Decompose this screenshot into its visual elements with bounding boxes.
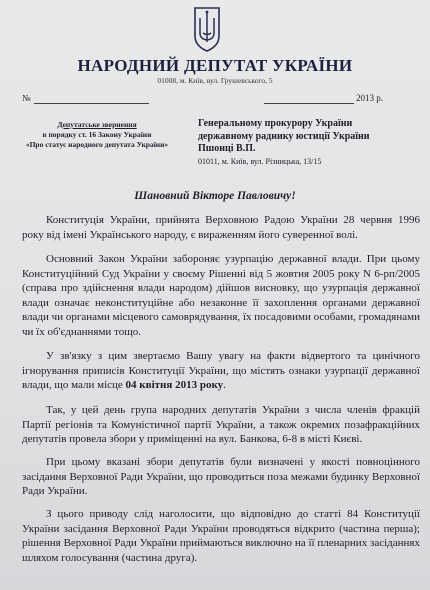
document-number-line	[22, 93, 412, 107]
recipient-block	[198, 118, 423, 168]
appeal-type: Депутатське звернення	[57, 120, 137, 129]
paragraph-3-text: У зв'язку з цим звертаємо Вашу увагу на факти відвертого та цинічного ігнорування приписів Конституції України, що містять ознаки узурпації державної влади, що мали місце	[22, 350, 420, 392]
paragraph-1: Конституція України, прийнята Верховною Радою України 28 червня 1996 року від імені Українського народу, є вираженням його суверенної волі.	[22, 214, 420, 241]
recipient-position: Генеральному прокурору України	[198, 118, 353, 129]
paragraph-2: Основний Закон України забороняє узурпацію державної влади. При цьому Конституційний Суд України у своєму Рішенні від 5 жовтня 2005 року N 6-рп/2005 (справа про здійснення влади народом) дійшов висновку, що узурпація державної влади означає неконституційне або незаконне її захоплення органами державної влади чи органами місцевого самоврядування, їх посадовими особами, громадянами чи їх об'єднаннями тощо.	[22, 253, 420, 338]
appeal-law: «Про статус народного депутата України»	[25, 140, 169, 149]
number-blank	[34, 103, 149, 104]
salutation: Шановний Вікторе Павловичу!	[134, 190, 296, 202]
paragraph-3-date: 04 квітня 2013 року	[125, 379, 224, 392]
letterhead-address: 01008, м. Київ, вул. Грушевського, 5	[157, 76, 273, 85]
letterhead-title: НАРОДНИЙ ДЕПУТАТ УКРАЇНИ	[77, 56, 353, 75]
paragraph-5: При цьому вказані збори депутатів були визначені у якості повноцінного засідання Верховної Ради України, що проводиться поза межами будинку Верховної Ради України.	[22, 456, 420, 498]
year-label: 2013 р.	[356, 93, 383, 103]
appeal-basis: в порядку ст. 16 Закону України	[42, 130, 152, 139]
deputat-appeal-note	[22, 120, 172, 150]
number-sign: №	[22, 93, 31, 103]
date-blank	[264, 103, 354, 104]
recipient-rank: державному раднику юстиції України	[198, 130, 370, 142]
paragraph-3-end: .	[223, 379, 226, 392]
trident-emblem-icon	[193, 6, 221, 52]
paragraph-6: З цього приводу слід наголосити, що відповідно до статті 84 Конституції України засідання Верховної Ради України проводяться відкрито (частина перша); рішення Верховної Ради України приймаються виключно на її пленарних засіданнях шляхом голосування (частина друга).	[22, 508, 420, 564]
paragraph-4: Так, у цей день група народних депутатів України з числа членів фракцій Партії регіонів та Комуністичної партії України, а також окремих позафракційних депутатів провела збори у приміщенні на вул. Банкова, 6-8 в місті Києві.	[22, 404, 420, 446]
recipient-name: Пшонці В.П.	[198, 143, 256, 154]
paragraph-3	[22, 349, 420, 393]
recipient-address: 01011, м. Київ, вул. Різницька, 13/15	[198, 156, 322, 166]
